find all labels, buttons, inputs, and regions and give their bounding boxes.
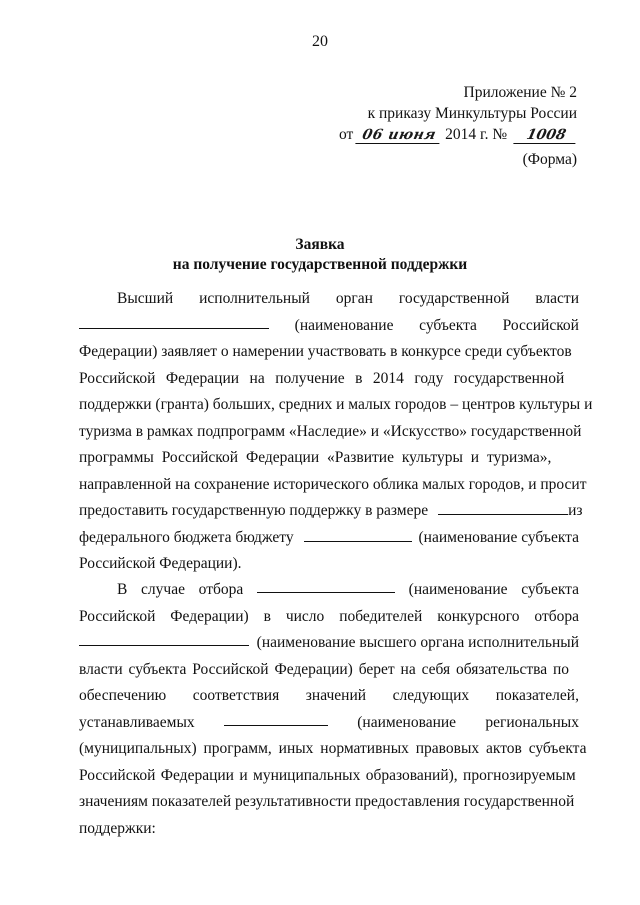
- p1-line-4: Российской Федерации на получение в 2014 году государственной: [79, 369, 565, 387]
- p1-line-5: поддержки (гранта) больших, средних и малых городов – центров культуры и: [79, 396, 593, 413]
- word: (наименование: [294, 316, 394, 334]
- p2-line-4: власти субъекта Российской Федерации) берет на себя обязательства по: [79, 660, 570, 678]
- p1-line-9: [79, 498, 583, 525]
- word: Российской: [79, 607, 156, 625]
- programs-blank[interactable]: [224, 710, 328, 726]
- p2-line-10: поддержки:: [79, 819, 156, 837]
- selected-subject-blank[interactable]: [257, 577, 395, 593]
- p1-line-9-text: [79, 498, 568, 525]
- appendix-header: [339, 82, 577, 145]
- p2-line-8: Российской Федерации и муниципальных образований), прогнозируемым: [79, 766, 576, 784]
- word: победителей: [339, 607, 423, 625]
- word: исполнительный: [199, 290, 310, 307]
- appendix-order-reference: к приказу Минкультуры России: [367, 105, 577, 122]
- p2-line-1: [79, 577, 579, 604]
- p1-line-6: туризма в рамках подпрограмм «Наследие» и «Искусство» государственной: [79, 422, 582, 440]
- appendix-number: Приложение № 2: [463, 84, 577, 101]
- p1-line-1: [79, 286, 579, 313]
- paragraph-2: [79, 577, 587, 842]
- word: конкурсного: [437, 607, 520, 625]
- p1-line-11: Российской Федерации).: [79, 555, 242, 572]
- form-label: (Форма): [522, 151, 577, 168]
- word: отбора: [198, 581, 244, 598]
- p2-line-2: [79, 604, 579, 631]
- word: показателей,: [495, 687, 579, 704]
- word: В: [117, 581, 128, 598]
- word: Федерации): [170, 607, 249, 625]
- authority-name-blank[interactable]: [79, 313, 269, 329]
- amount-blank[interactable]: [438, 499, 568, 515]
- word: следующих: [392, 687, 470, 704]
- word: Высший: [117, 290, 174, 307]
- p2-line-5: [79, 683, 579, 710]
- text: федерального бюджета бюджету: [79, 528, 294, 546]
- date-prefix: от: [339, 126, 354, 143]
- word: орган: [335, 290, 373, 307]
- p1-line-7: программы Российской Федерации «Развитие культуры и туризма»,: [79, 449, 552, 466]
- word: власти: [535, 290, 579, 307]
- handwritten-date: 06 июня: [356, 128, 443, 144]
- word: (наименование: [357, 713, 457, 731]
- paragraph-1: [79, 286, 593, 578]
- word: устанавливаемых: [79, 713, 195, 731]
- p1-line-3: Федерации) заявляет о намерении участвовать в конкурсе среди субъектов: [79, 343, 572, 360]
- word: число: [285, 607, 325, 625]
- p2-line-6: [79, 710, 579, 737]
- word: из: [568, 502, 583, 519]
- p2-line-9: значениям показателей результативности предоставления государственной: [79, 793, 575, 810]
- word: значений: [305, 687, 367, 704]
- handwritten-order-number: 1008: [513, 128, 578, 144]
- p2-line-3: [79, 630, 579, 657]
- word: государственной: [398, 290, 510, 307]
- executive-body-blank[interactable]: [79, 630, 249, 646]
- budget-recipient-blank[interactable]: [304, 526, 412, 542]
- word: обеспечению: [79, 687, 167, 704]
- word: Российской: [502, 316, 579, 334]
- word: в: [263, 607, 271, 625]
- title-line-2: на получение государственной поддержки: [172, 256, 468, 273]
- title-line-1: Заявка: [295, 236, 345, 253]
- p1-line-8: направленной на сохранение исторического облика малых городов, и просит: [79, 475, 587, 493]
- appendix-date-line: [339, 124, 577, 145]
- word: субъекта: [419, 316, 477, 334]
- word: соответствия: [192, 687, 280, 704]
- word: (наименование субъекта: [418, 528, 579, 546]
- word: случае: [141, 581, 185, 598]
- word: (наименование: [408, 581, 508, 598]
- p1-line-10: [79, 525, 579, 552]
- word: региональных: [485, 713, 579, 731]
- text: (наименование высшего органа исполнительный: [256, 634, 579, 651]
- page-number: 20: [312, 33, 328, 50]
- document-title: [0, 235, 640, 275]
- word: отбора: [534, 607, 579, 625]
- text: предоставить государственную поддержку в размере: [79, 502, 429, 519]
- p2-line-7: (муниципальных) программ, иных нормативных правовых актов субъекта: [79, 740, 587, 757]
- p1-line-2: [79, 313, 579, 340]
- order-year: 2014 г. №: [445, 126, 508, 143]
- word: субъекта: [521, 581, 579, 598]
- p1-line-10-text: [79, 525, 412, 552]
